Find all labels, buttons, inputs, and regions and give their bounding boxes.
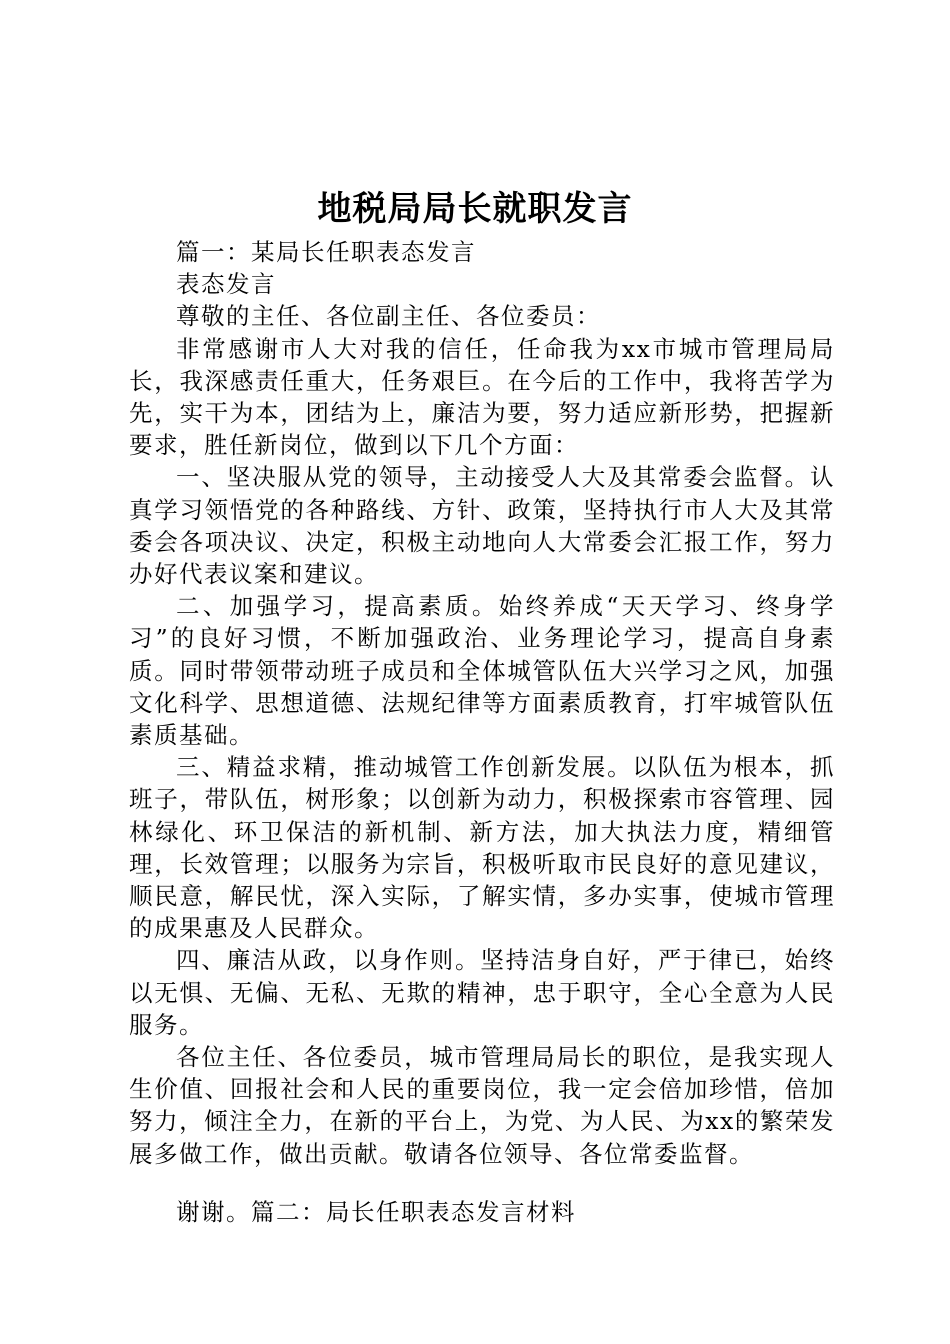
paragraph: 二、加强学习，提高素质。始终养成“天天学习、终身学习”的良好习惯，不断加强政治、业务理论学习，提高自身素质。同时带领带动班子成员和全体城管队伍大兴学习之风，加强文化科学、思想道德、法规纪律等方面素质教育，打牢城管队伍素质基础。 — [129, 592, 835, 750]
document-title: 地税局局长就职发言 — [317, 189, 633, 229]
paragraph: 四、廉洁从政，以身作则。坚持洁身自好，严于律已，始终以无惧、无偏、无私、无欺的精神，忠于职守，全心全意为人民服务。 — [129, 946, 835, 1039]
paragraph-section-heading: 篇一：某局长任职表态发言 — [176, 238, 476, 266]
paragraph: 非常感谢市人大对我的信任，任命我为xx市城市管理局局长，我深感责任重大，任务艰巨。在今后的工作中，我将苦学为先，实干为本，团结为上，廉洁为要，努力适应新形势，把握新要求，胜任新岗位，做到以下几个方面： — [129, 334, 835, 460]
paragraph: 三、精益求精，推动城管工作创新发展。以队伍为根本，抓班子，带队伍，树形象；以创新为动力，积极探索市容管理、园林绿化、环卫保洁的新机制、新方法，加大执法力度，精细管理，长效管理；以服务为宗旨，积极听取市民良好的意见建议，顺民意，解民忧，深入实际，了解实情，多办实事，使城市管理的成果惠及人民群众。 — [129, 753, 835, 943]
paragraph: 各位主任、各位委员，城市管理局局长的职位，是我实现人生价值、回报社会和人民的重要岗位，我一定会倍加珍惜，倍加努力，倾注全力，在新的平台上，为党、为人民、为xx的繁荣发展多做工作，做出贡献。敬请各位领导、各位常委监督。 — [129, 1043, 835, 1168]
paragraph-closing: 谢谢。篇二：局长任职表态发言材料 — [176, 1197, 576, 1226]
paragraph-salutation: 尊敬的主任、各位副主任、各位委员： — [176, 302, 601, 331]
paragraph-subheading: 表态发言 — [176, 270, 276, 299]
document-body — [129, 236, 835, 1228]
paragraph: 一、坚决服从党的领导，主动接受人大及其常委会监督。认真学习领悟党的各种路线、方针、政策，坚持执行市人大及其常委会各项决议、决定，积极主动地向人大常委会汇报工作，努力办好代表议案和建议。 — [129, 463, 835, 589]
